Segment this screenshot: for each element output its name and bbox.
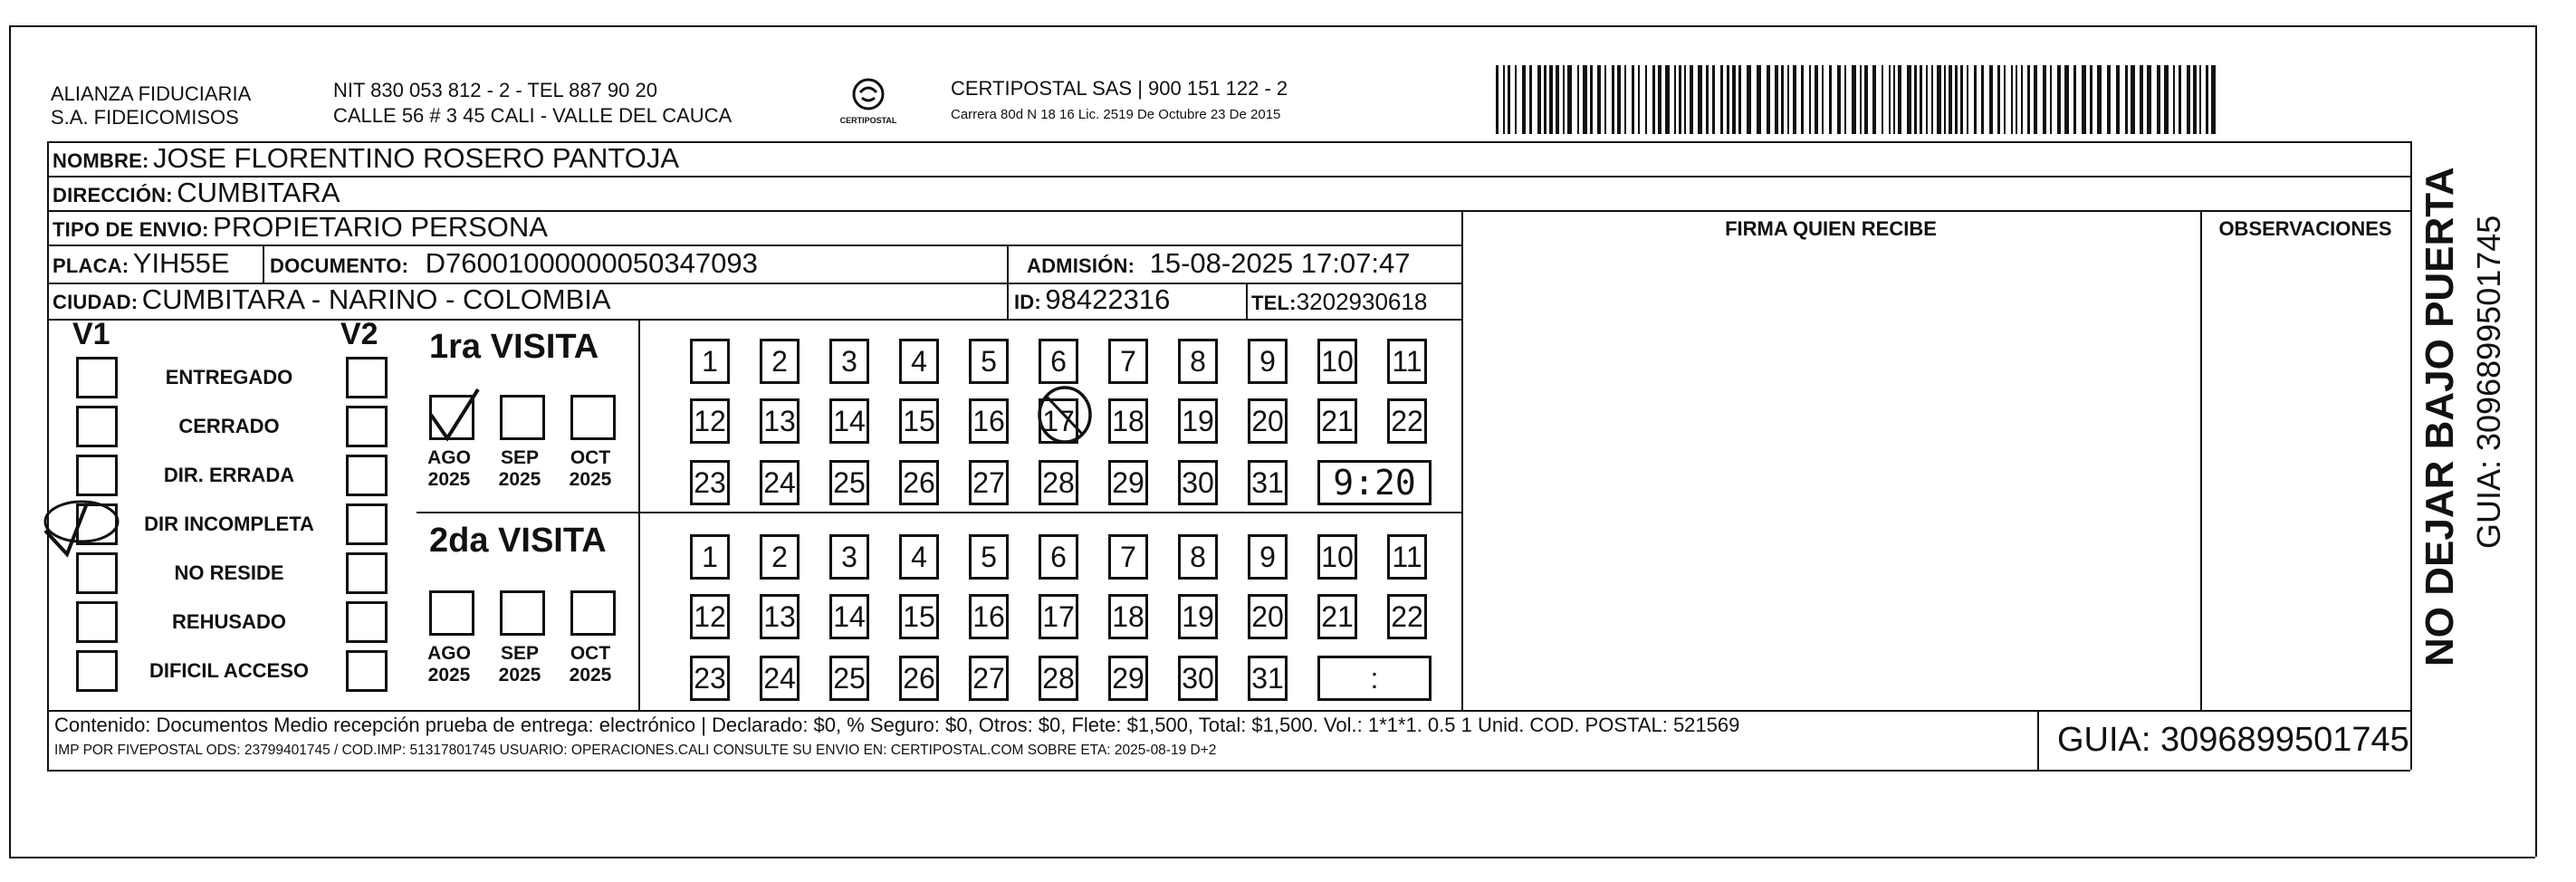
- barcode-bar: [1898, 65, 1901, 134]
- nit-line1: NIT 830 053 812 - 2 - TEL 887 90 20: [333, 79, 657, 101]
- status-label-dir-errada: DIR. ERRADA: [163, 464, 295, 486]
- visit1-day-26[interactable]: 26: [899, 460, 939, 505]
- visit-separator: [417, 512, 1461, 513]
- visit1-day-18[interactable]: 18: [1108, 398, 1148, 444]
- visit1-day-24[interactable]: 24: [760, 460, 800, 505]
- visit1-day-4[interactable]: 4: [899, 339, 939, 384]
- v1-checkbox-dir-incompleta[interactable]: [76, 503, 118, 545]
- visit2-title: 2da VISITA: [429, 522, 607, 560]
- v2-checkbox-dir-incompleta[interactable]: [346, 503, 388, 545]
- barcode-bar: [2043, 65, 2046, 134]
- barcode-bar: [2016, 65, 2017, 134]
- visit1-day-12[interactable]: 12: [690, 398, 730, 444]
- id-divider: [1007, 283, 1009, 319]
- guia-divider: [2037, 710, 2039, 770]
- v1-checkbox-dificil-acceso[interactable]: [76, 650, 118, 692]
- visit2-day-11[interactable]: 11: [1387, 534, 1427, 580]
- barcode-bar: [1926, 65, 1928, 134]
- id-row: [1014, 284, 1170, 321]
- barcode-bar: [1937, 65, 1941, 134]
- barcode-bar: [1652, 65, 1655, 134]
- barcode-bar: [1698, 65, 1702, 134]
- visit2-day-17[interactable]: 17: [1039, 594, 1078, 639]
- barcode-bar: [1537, 65, 1541, 134]
- direccion-row: [53, 177, 340, 214]
- v1-checkbox-cerrado[interactable]: [76, 406, 118, 447]
- visit2-day-23[interactable]: 23: [690, 656, 730, 701]
- visit2-day-8[interactable]: 8: [1178, 534, 1218, 580]
- barcode-bar: [1989, 65, 1993, 134]
- visit1-day-23[interactable]: 23: [690, 460, 730, 505]
- side-guia: GUIA: 3096899501745: [2470, 215, 2507, 549]
- visit1-month-checkbox-ago[interactable]: [429, 395, 474, 440]
- barcode-bar: [1829, 65, 1832, 134]
- visit2-day-13[interactable]: 13: [760, 594, 800, 639]
- barcode-bar: [2187, 65, 2190, 134]
- obs-divider: [2200, 210, 2202, 710]
- visit2-day-30[interactable]: 30: [1178, 656, 1218, 701]
- barcode-bar: [1712, 65, 1715, 134]
- visit2-month-ago: [424, 643, 474, 686]
- barcode-bar: [2131, 65, 2135, 134]
- certipostal-logo: [837, 72, 900, 130]
- visit2-day-6[interactable]: 6: [1039, 534, 1078, 580]
- barcode-bar: [1944, 65, 1946, 134]
- admision-value: 15-08-2025 17:07:47: [1149, 247, 1411, 279]
- ciudad-value: CUMBITARA - NARINO - COLOMBIA: [141, 283, 611, 315]
- visit1-day-31[interactable]: 31: [1248, 460, 1288, 505]
- tipo-value: PROPIETARIO PERSONA: [213, 211, 548, 243]
- barcode-bar: [2157, 65, 2160, 134]
- visit1-day-10[interactable]: 10: [1317, 339, 1357, 384]
- barcode-bar: [2173, 65, 2175, 134]
- ciudad-label: CIUDAD:: [53, 291, 139, 313]
- visit2-month-sep: [494, 643, 545, 686]
- side-warning: NO DEJAR BAJO PUERTA: [2418, 167, 2462, 666]
- admision-row: [1027, 248, 1410, 284]
- barcode-bar: [1706, 65, 1709, 134]
- carrier-line1: CERTIPOSTAL SAS | 900 151 122 - 2: [951, 77, 1288, 100]
- visit2-day-29[interactable]: 29: [1108, 656, 1148, 701]
- visit2-day-25[interactable]: 25: [829, 656, 869, 701]
- barcode-bar: [1949, 65, 1952, 134]
- barcode-bar: [1549, 65, 1553, 134]
- top-border: [9, 25, 2535, 27]
- barcode-bar: [1732, 65, 1736, 134]
- visit1-time-box[interactable]: 9:20: [1317, 460, 1432, 505]
- visit2-month-sep-label: SEP: [500, 643, 540, 664]
- barcode-bar: [1556, 65, 1559, 134]
- footer-guia: GUIA: 3096899501745: [2057, 721, 2409, 759]
- barcode-bar: [1583, 65, 1587, 134]
- barcode-bar: [1967, 65, 1968, 134]
- visit1-month-sep-label: SEP: [500, 447, 540, 468]
- left-border: [9, 25, 11, 857]
- tel-row: [1251, 286, 1427, 321]
- barcode-bar: [2199, 65, 2201, 134]
- barcode-bar: [1645, 65, 1647, 134]
- ciudad-row: [53, 284, 611, 321]
- documento-label: DOCUMENTO:: [270, 254, 409, 277]
- barcode-bar: [1757, 65, 1761, 134]
- id-value: 98422316: [1045, 283, 1171, 315]
- barcode-bar: [2193, 65, 2197, 134]
- barcode-bar: [1907, 65, 1911, 134]
- carrier-line2: Carrera 80d N 18 16 Lic. 2519 De Octubre 23 De 2015: [951, 107, 1281, 122]
- barcode-bar: [1974, 65, 1977, 134]
- barcode-bar: [2011, 65, 2013, 134]
- barcode-bar: [1522, 65, 1526, 134]
- visit2-day-21[interactable]: 21: [1317, 594, 1357, 639]
- visit1-day-1[interactable]: 1: [690, 339, 730, 384]
- admision-divider: [1007, 244, 1009, 283]
- direccion-value: CUMBITARA: [177, 177, 340, 208]
- visit1-month-ago: [424, 447, 474, 491]
- v2-checkbox-entregado[interactable]: [346, 357, 388, 398]
- barcode-bar: [1658, 65, 1661, 134]
- barcode-bar: [1617, 65, 1621, 134]
- visit2-month-checkbox-oct[interactable]: [570, 590, 616, 636]
- visit1-day-22[interactable]: 22: [1387, 398, 1427, 444]
- barcode-bar: [2050, 65, 2052, 134]
- visit1-day-11[interactable]: 11: [1387, 339, 1427, 384]
- visit1-day-8[interactable]: 8: [1178, 339, 1218, 384]
- visit2-day-15[interactable]: 15: [899, 594, 939, 639]
- visit2-month-checkbox-sep[interactable]: [500, 590, 545, 636]
- visit1-month-sep: [494, 447, 545, 491]
- footer-line2: IMP POR FIVEPOSTAL ODS: 23799401745 / COD.IMP: 51317801745 USUARIO: OPERACIONES.CALI CONSULTE SU ENVIO EN: CERTIPOSTAL.COM SOBRE ETA: 2025-08-19 D+2: [54, 743, 1217, 758]
- barcode-bar: [1815, 65, 1818, 134]
- visit2-month-checkbox-ago[interactable]: [429, 590, 474, 636]
- visit2-day-2[interactable]: 2: [760, 534, 800, 580]
- visit1-day-15[interactable]: 15: [899, 398, 939, 444]
- visit2-day-19[interactable]: 19: [1178, 594, 1218, 639]
- barcode-bar: [2179, 65, 2181, 134]
- v2-checkbox-dir-errada[interactable]: [346, 455, 388, 496]
- v1-checkbox-rehusado[interactable]: [76, 601, 118, 643]
- barcode-bar: [1563, 65, 1565, 134]
- barcode-bar: [1632, 65, 1634, 134]
- visit2-day-5[interactable]: 5: [969, 534, 1009, 580]
- direccion-label: DIRECCIÓN:: [53, 184, 173, 206]
- visit1-day-17[interactable]: 17: [1039, 398, 1078, 444]
- barcode-bar: [1665, 65, 1670, 134]
- visit2-day-28[interactable]: 28: [1039, 656, 1078, 701]
- barcode-bar: [1852, 65, 1856, 134]
- tel-divider: [1246, 283, 1248, 319]
- barcode-bar: [2116, 65, 2120, 134]
- visit2-month-ago-label: AGO: [427, 643, 471, 664]
- firma-divider: [1461, 210, 1463, 710]
- barcode-bar: [1529, 65, 1532, 134]
- visit2-day-10[interactable]: 10: [1317, 534, 1357, 580]
- visit1-day-29[interactable]: 29: [1108, 460, 1148, 505]
- visit1-day-7[interactable]: 7: [1108, 339, 1148, 384]
- barcode-bar: [1738, 65, 1741, 134]
- barcode-bar: [1793, 65, 1796, 134]
- visit1-day-5[interactable]: 5: [969, 339, 1009, 384]
- barcode-bar: [2107, 65, 2111, 134]
- visit1-day-3[interactable]: 3: [829, 339, 869, 384]
- visit2-month-ago-year: 2025: [427, 665, 471, 685]
- company-line1: ALIANZA FIDUCIARIA: [51, 82, 252, 105]
- visit2-time-box[interactable]: :: [1317, 656, 1432, 701]
- visit1-day-25[interactable]: 25: [829, 460, 869, 505]
- visit2-day-16[interactable]: 16: [969, 594, 1009, 639]
- barcode-bar: [1590, 65, 1593, 134]
- barcode-bar: [1720, 65, 1723, 134]
- visit2-day-1[interactable]: 1: [690, 534, 730, 580]
- barcode-bar: [1872, 65, 1876, 134]
- barcode-bar: [2057, 65, 2061, 134]
- barcode-bar: [2034, 65, 2037, 134]
- barcode-bar: [1496, 65, 1499, 134]
- barcode-bar: [1997, 65, 2000, 134]
- v2-checkbox-cerrado[interactable]: [346, 406, 388, 447]
- barcode-bar: [1767, 65, 1770, 134]
- visit2-day-9[interactable]: 9: [1248, 534, 1288, 580]
- visit2-month-sep-year: 2025: [498, 665, 541, 685]
- firma-header: FIRMA QUIEN RECIBE: [1725, 217, 1937, 240]
- footer-line1: Contenido: Documentos Medio recepción prueba de entrega: electrónico | Declarado: $0, % Seguro: $0, Otros: $0, Flete: $1,500, Total: $1,500. Vol.: 1*1*1. 0.5 1 Unid. COD. POSTAL: 521569: [54, 714, 1740, 736]
- visit1-title: 1ra VISITA: [429, 328, 599, 366]
- barcode-bar: [2164, 65, 2169, 134]
- visit1-day-28[interactable]: 28: [1039, 460, 1078, 505]
- barcode-bar: [1508, 65, 1510, 134]
- visit1-day-14[interactable]: 14: [829, 398, 869, 444]
- right-border: [2535, 25, 2537, 857]
- visit1-month-oct-label: OCT: [570, 447, 611, 468]
- barcode-bar: [1577, 65, 1579, 134]
- barcode-bar: [1679, 65, 1681, 134]
- barcode-bar: [1597, 65, 1601, 134]
- barcode-bar: [1690, 65, 1693, 134]
- documento-value: D76001000000050347093: [425, 247, 758, 279]
- status-label-no-reside: NO RESIDE: [174, 561, 284, 584]
- barcode-bar: [1604, 65, 1606, 134]
- barcode-bar: [1931, 65, 1933, 134]
- nombre-row: [53, 143, 679, 179]
- v2-checkbox-rehusado[interactable]: [346, 601, 388, 643]
- barcode-bar: [2021, 65, 2023, 134]
- v1-checkbox-no-reside[interactable]: [76, 552, 118, 594]
- grid-right: [2410, 141, 2412, 770]
- visit2-day-22[interactable]: 22: [1387, 594, 1427, 639]
- barcode-bar: [1914, 65, 1917, 134]
- visit1-day-16[interactable]: 16: [969, 398, 1009, 444]
- documento-row: [270, 248, 758, 284]
- barcode-bar: [1822, 65, 1824, 134]
- barcode-bar: [2206, 65, 2208, 134]
- status-label-entregado: ENTREGADO: [165, 366, 293, 388]
- barcode-bar: [1684, 65, 1686, 134]
- v1-checkbox-entregado[interactable]: [76, 357, 118, 398]
- nombre-value: JOSE FLORENTINO ROSERO PANTOJA: [152, 142, 680, 174]
- barcode-bar: [1955, 65, 1958, 134]
- visit1-day-6[interactable]: 6: [1039, 339, 1078, 384]
- barcode-bar: [2211, 65, 2216, 134]
- barcode-bar: [1624, 65, 1626, 134]
- visit1-day-13[interactable]: 13: [760, 398, 800, 444]
- visit2-day-18[interactable]: 18: [1108, 594, 1148, 639]
- visit2-month-oct: [565, 643, 616, 686]
- barcode-bar: [1781, 65, 1784, 134]
- barcode: [1496, 65, 2224, 134]
- barcode-bar: [1801, 65, 1804, 134]
- visit1-month-oct: [565, 447, 616, 491]
- visit1-day-19[interactable]: 19: [1178, 398, 1218, 444]
- visit1-day-21[interactable]: 21: [1317, 398, 1357, 444]
- tipo-row: [53, 212, 548, 248]
- barcode-bar: [2027, 65, 2030, 134]
- visit2-day-31[interactable]: 31: [1248, 656, 1288, 701]
- barcode-bar: [1860, 65, 1862, 134]
- placa-label: PLACA:: [53, 254, 129, 277]
- visit1-day-2[interactable]: 2: [760, 339, 800, 384]
- status-label-dificil-acceso: DIFICIL ACCESO: [148, 659, 309, 682]
- barcode-bar: [1981, 65, 1984, 134]
- barcode-bar: [1544, 65, 1547, 134]
- v2-checkbox-dificil-acceso[interactable]: [346, 650, 388, 692]
- visit1-month-ago-label: AGO: [427, 447, 471, 468]
- v1-header: V1: [72, 317, 110, 351]
- visit1-day-27[interactable]: 27: [969, 460, 1009, 505]
- placa-divider: [263, 244, 264, 283]
- barcode-bar: [2073, 65, 2076, 134]
- barcode-bar: [1844, 65, 1846, 134]
- barcode-bar: [1787, 65, 1789, 134]
- visit1-day-9[interactable]: 9: [1248, 339, 1288, 384]
- company-line2: S.A. FIDEICOMISOS: [51, 106, 239, 129]
- tipo-label: TIPO DE ENVIO:: [53, 218, 209, 241]
- visit2-day-3[interactable]: 3: [829, 534, 869, 580]
- status-label-dir-incompleta: DIR INCOMPLETA: [144, 513, 314, 535]
- grid-line-9: [2037, 710, 2410, 712]
- nit-line2: CALLE 56 # 3 45 CALI - VALLE DEL CAUCA: [333, 104, 733, 127]
- tel-label: TEL:: [1251, 292, 1297, 314]
- visit1-day-20[interactable]: 20: [1248, 398, 1288, 444]
- visit2-day-27[interactable]: 27: [969, 656, 1009, 701]
- barcode-bar: [1612, 65, 1614, 134]
- barcode-bar: [1503, 65, 1505, 134]
- nombre-label: NOMBRE:: [53, 149, 149, 172]
- barcode-bar: [2147, 65, 2151, 134]
- barcode-bar: [1775, 65, 1778, 134]
- barcode-bar: [2097, 65, 2102, 134]
- visit1-month-ago-year: 2025: [427, 469, 471, 490]
- visit1-month-sep-year: 2025: [498, 469, 541, 490]
- visit2-day-24[interactable]: 24: [760, 656, 800, 701]
- placa-value: YIH55E: [132, 247, 230, 279]
- visit2-month-oct-year: 2025: [569, 665, 612, 685]
- visit2-day-20[interactable]: 20: [1248, 594, 1288, 639]
- barcode-bar: [2064, 65, 2069, 134]
- visits-divider: [638, 319, 640, 710]
- id-label: ID:: [1014, 291, 1041, 313]
- visit2-day-7[interactable]: 7: [1108, 534, 1148, 580]
- visit1-day-30[interactable]: 30: [1178, 460, 1218, 505]
- visit1-month-checkbox-oct[interactable]: [570, 395, 616, 440]
- barcode-bar: [2140, 65, 2143, 134]
- visit2-month-oct-label: OCT: [570, 643, 611, 664]
- barcode-bar: [1515, 65, 1517, 134]
- logo-text: CERTIPOSTAL: [839, 116, 897, 125]
- barcode-bar: [1889, 65, 1891, 134]
- visit2-day-14[interactable]: 14: [829, 594, 869, 639]
- barcode-bar: [2125, 65, 2128, 134]
- barcode-bar: [1893, 65, 1895, 134]
- grid-left: [47, 141, 49, 770]
- placa-row: [53, 248, 230, 284]
- visit2-day-26[interactable]: 26: [899, 656, 939, 701]
- v2-header: V2: [340, 317, 378, 351]
- admision-label: ADMISIÓN:: [1027, 254, 1135, 277]
- barcode-bar: [1882, 65, 1883, 134]
- barcode-bar: [2004, 65, 2006, 134]
- barcode-bar: [1747, 65, 1751, 134]
- barcode-bar: [2090, 65, 2092, 134]
- barcode-bar: [1674, 65, 1676, 134]
- grid-line-8: [47, 770, 2410, 772]
- barcode-bar: [1960, 65, 1963, 134]
- barcode-bar: [1727, 65, 1729, 134]
- observaciones-header: OBSERVACIONES: [2218, 217, 2392, 240]
- visit1-month-checkbox-sep[interactable]: [500, 395, 545, 440]
- tel-value: 3202930618: [1296, 288, 1428, 315]
- barcode-bar: [1809, 65, 1811, 134]
- barcode-bar: [1920, 65, 1922, 134]
- v2-checkbox-no-reside[interactable]: [346, 552, 388, 594]
- barcode-bar: [1567, 65, 1572, 134]
- barcode-bar: [1837, 65, 1841, 134]
- barcode-bar: [1638, 65, 1640, 134]
- visit1-month-oct-year: 2025: [569, 469, 612, 490]
- barcode-bar: [1864, 65, 1868, 134]
- barcode-bar: [2082, 65, 2086, 134]
- visit2-day-4[interactable]: 4: [899, 534, 939, 580]
- status-label-cerrado: CERRADO: [178, 415, 280, 437]
- visit2-day-12[interactable]: 12: [690, 594, 730, 639]
- v1-checkbox-dir-errada[interactable]: [76, 455, 118, 496]
- status-label-rehusado: REHUSADO: [172, 610, 286, 633]
- bottom-border: [9, 857, 2535, 858]
